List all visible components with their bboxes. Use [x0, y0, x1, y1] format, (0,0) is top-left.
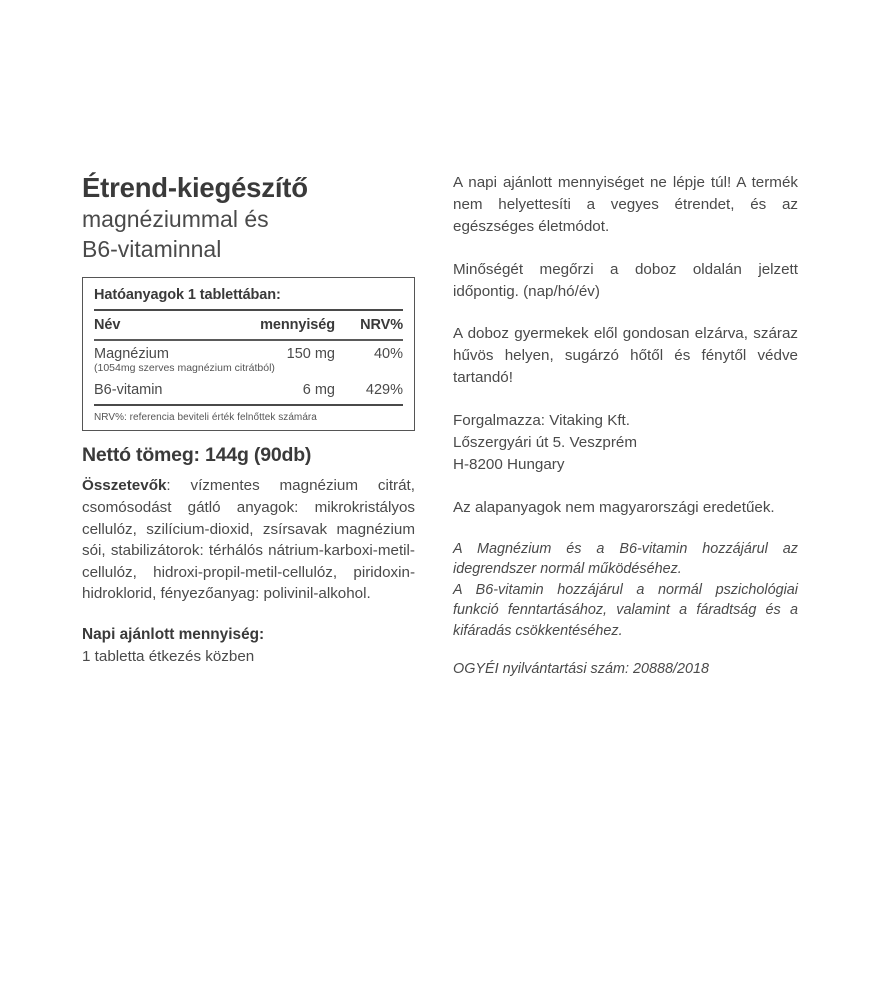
table-row: [94, 379, 403, 404]
nutrient-name: B6-vitamin: [94, 381, 163, 398]
ingredients-label: Összetevők: [82, 477, 167, 495]
nutrition-table-box: [82, 277, 415, 432]
nutrition-table-caption: Hatóanyagok 1 tablettában:: [94, 286, 281, 303]
dosage-value: 1 tabletta étkezés közben: [82, 647, 255, 665]
left-column: [82, 172, 415, 667]
table-header-row: [94, 311, 403, 339]
nutrient-source-note: (1054mg szerves magnézium citrátból): [94, 361, 275, 374]
column-header-amount: mennyiség: [260, 317, 335, 334]
health-claim-1: A Magnézium és a B6-vitamin hozzájárul az idegrendszer normál működéséhez.: [453, 540, 798, 578]
nutrition-table: [94, 311, 403, 339]
nutrient-nrv: 40%: [373, 345, 403, 362]
right-column: [453, 172, 798, 677]
warning-text: A napi ajánlott mennyiséget ne lépje túl! A termék nem helyettesíti a vegyes étrendet, és az egészséges életmódot.: [453, 174, 798, 235]
distributor-address: [453, 410, 798, 476]
dosage-block: [82, 624, 415, 667]
registration-number: OGYÉI nyilvántartási szám: 20888/2018: [453, 660, 709, 677]
label-columns: [82, 172, 798, 677]
origin-text: Az alapanyagok nem magyarországi eredetűek.: [453, 498, 775, 516]
column-header-name: Név: [94, 317, 121, 334]
dosage-title: Napi ajánlott mennyiség:: [82, 625, 265, 643]
product-subtitle-line-1: magnéziummal és: [82, 205, 269, 232]
net-weight: Nettó tömeg: 144g (90db): [82, 444, 312, 467]
product-subtitle: [82, 205, 415, 265]
nutrient-amount: 6 mg: [302, 381, 335, 398]
product-subtitle-line-2: B6-vitaminnal: [82, 235, 222, 262]
best-before-text: Minőségét megőrzi a doboz oldalán jelzett időpontig. (nap/hó/év): [453, 260, 798, 300]
storage-text: A doboz gyermekek elől gondosan elzárva, száraz hűvös helyen, sugárzó hőtől és fénytől védve tartandó!: [453, 325, 798, 387]
ingredients-text: : vízmentes magnézium citrát, csomósodást gátló anyagok: mikrokristályos cellulóz, szilícium-dioxid, zsírsavak magnézium sói, stabilizátorok: térhálós nátrium-karboxi-metil-cellulóz, hidroxi-propil-metil-cellulóz, piridoxin-hidroklorid, fényezőanyag: polivinil-alkohol.: [82, 477, 415, 603]
distributor-line-3: H-8200 Hungary: [453, 455, 565, 473]
page-title: Étrend-kiegészítő: [82, 172, 308, 203]
column-header-nrv: NRV%: [360, 317, 403, 334]
table-row: [94, 341, 403, 362]
nutrition-table-footnote: NRV%: referencia beviteli érték felnőttek számára: [94, 412, 317, 424]
health-claim-2: A B6-vitamin hozzájárul a normál pszichológiai funkció fenntartásához, valamint a fáradtság és a kifáradás csökkentéséhez.: [453, 581, 798, 639]
distributor-line-1: Forgalmazza: Vitaking Kft.: [453, 412, 630, 430]
nutrition-table-body: [94, 341, 403, 404]
distributor-line-2: Lőszergyári út 5. Veszprém: [453, 434, 638, 452]
nutrient-nrv: 429%: [365, 381, 403, 398]
health-claims: [453, 539, 798, 641]
nutrient-amount: 150 mg: [286, 345, 335, 362]
nutrient-name: Magnézium: [94, 345, 169, 362]
ingredients-paragraph: [82, 475, 415, 604]
table-row-subnote: [94, 362, 403, 379]
